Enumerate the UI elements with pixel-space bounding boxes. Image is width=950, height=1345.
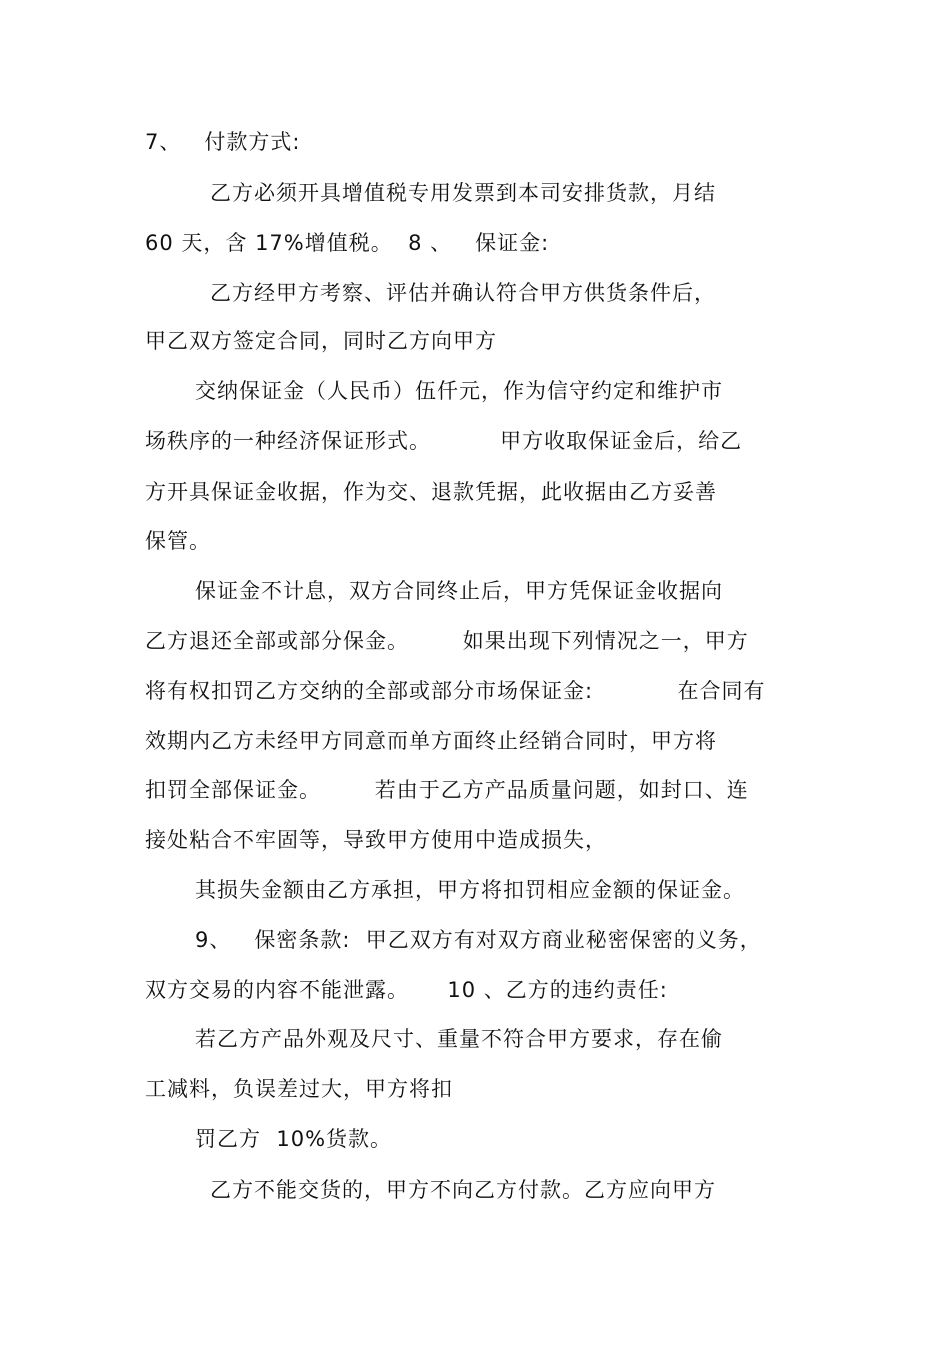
text-line: 9、 保密条款: 甲乙双方有对双方商业秘密保密的义务， (195, 928, 762, 952)
text-line: 效期内乙方未经甲方同意而单方面终止经销合同时，甲方将 (145, 729, 717, 753)
text-line: 60 天，含 17%增值税。 8 、 保证金: (145, 231, 550, 255)
text-line: 工减料，负误差过大，甲方将扣 (145, 1077, 453, 1101)
text-line: 将有权扣罚乙方交纳的全部或部分市场保证金: 在合同有 (145, 679, 766, 703)
text-line: 罚乙方 10%货款。 (195, 1127, 393, 1151)
text-line: 接处粘合不牢固等，导致甲方使用中造成损失， (145, 828, 607, 852)
text-line: 7、 付款方式: (145, 130, 301, 154)
text-line: 交纳保证金（人民币）伍仟元，作为信守约定和维护市 (195, 379, 723, 403)
text-line: 场秩序的一种经济保证形式。 甲方收取保证金后，给乙 (145, 429, 743, 453)
text-line: 保管。 (145, 529, 211, 553)
text-line: 乙方退还全部或部分保金。 如果出现下列情况之一，甲方 (145, 629, 749, 653)
text-line: 其损失金额由乙方承担，甲方将扣罚相应金额的保证金。 (195, 878, 745, 902)
text-line: 若乙方产品外观及尺寸、重量不符合甲方要求，存在偷 (195, 1027, 723, 1051)
text-line: 乙方不能交货的，甲方不向乙方付款。乙方应向甲方 (210, 1178, 716, 1202)
text-line: 甲乙双方签定合同，同时乙方向甲方 (145, 329, 497, 353)
text-line: 乙方必须开具增值税专用发票到本司安排货款，月结 (210, 181, 716, 205)
text-line: 扣罚全部保证金。 若由于乙方产品质量问题，如封口、连 (145, 778, 749, 802)
text-line: 双方交易的内容不能泄露。 10 、乙方的违约责任: (145, 978, 668, 1002)
text-line: 乙方经甲方考察、评估并确认符合甲方供货条件后， (210, 281, 716, 305)
text-line: 方开具保证金收据，作为交、退款凭据，此收据由乙方妥善 (145, 480, 717, 504)
text-line: 保证金不计息，双方合同终止后，甲方凭保证金收据向 (195, 579, 723, 603)
